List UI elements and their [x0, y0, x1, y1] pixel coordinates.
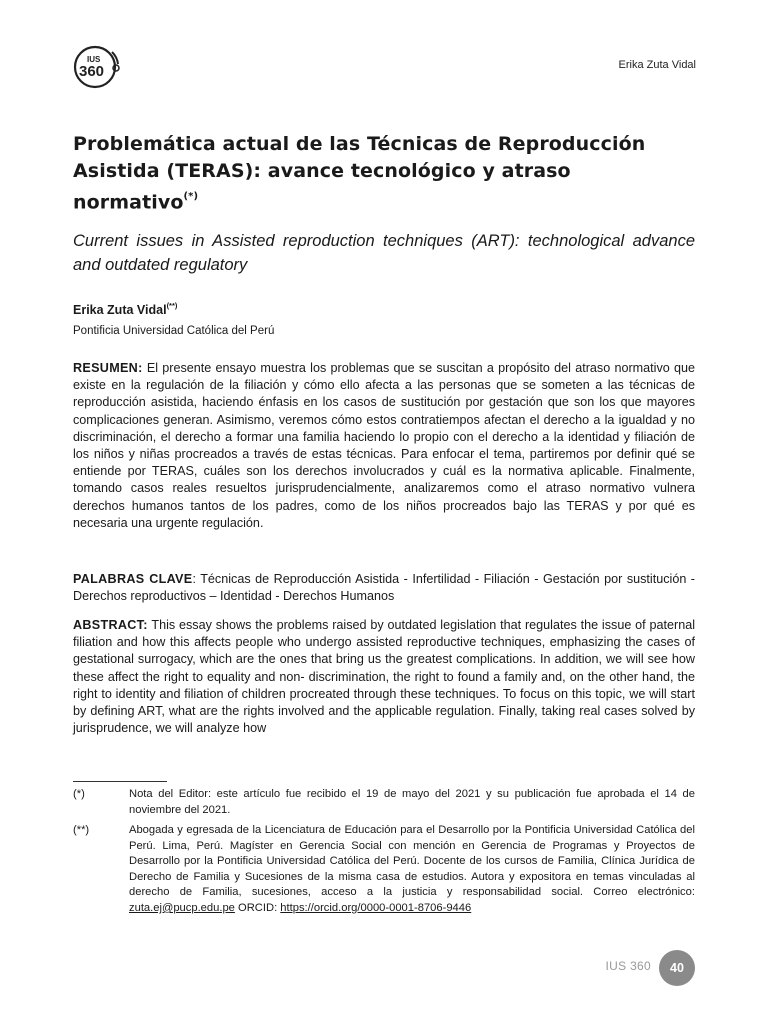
- ius360-logo: [72, 44, 124, 90]
- footer-journal-name: IUS 360: [605, 959, 651, 973]
- footnote-text: [129, 823, 695, 917]
- abstract-paragraph: [73, 617, 695, 737]
- logo-text-360: 360: [79, 63, 105, 80]
- footnote-mark: (*): [73, 788, 85, 800]
- author-footnote-mark[interactable]: (**): [166, 301, 178, 310]
- author-name: [73, 302, 177, 317]
- email-link[interactable]: zuta.ej@pucp.edu.pe: [129, 901, 235, 914]
- article-title-text: Problemática actual de las Técnicas de Reproducción Asistida (TERAS): avance tecnológico y atraso normativo: [73, 133, 646, 214]
- resumen-text: El presente ensayo muestra los problemas que se suscitan a propósito del atraso normativo que existe en la regulación de la filiación y cómo ello afecta a las personas que se someten a las técnicas de reproducción asistida, haciendo énfasis en los casos de sustitución por gestación que son los que mayores complicaciones generan. Asimismo, veremos cómo estos contratiempos afectan el derecho a la igualdad y no discriminación, el derecho a formar una familia haciendo lo propio con el derecho a la identidad y filiación de los niños y niñas procreados a través de estas técnicas. Para enfocar el tema, partiremos por definir qué se entiende por TERAS, cuáles son los derechos involucrados y cuál es la normativa aplicable. Finalmente, tomando casos reales resueltos jurisprudencialmente, analizaremos como el atraso normativo vulnera derechos humanos tantos de los padres, como de los niños procreados bajo las TERAS y por qué es necesaria una urgente regulación.: [73, 361, 696, 530]
- keywords-paragraph: PALABRAS CLAVE: Técnicas de Reproducción Asistida - Infertilidad - Filiación - Gestación por sustitución - Derechos reproductivos – Identidad - Derechos Humanos: [73, 572, 695, 604]
- footnote-mark: (**): [73, 824, 90, 836]
- title-footnote-mark[interactable]: (*): [183, 191, 199, 202]
- article-title: [73, 131, 695, 216]
- author-name-text: Erika Zuta Vidal: [73, 303, 167, 318]
- keywords-label: PALABRAS CLAVE: [73, 572, 193, 586]
- orcid-label: ORCID:: [238, 901, 278, 914]
- resumen-label: RESUMEN:: [73, 361, 143, 375]
- resumen-paragraph: [73, 360, 695, 532]
- footnote-text-body: Abogada y egresada de la Licenciatura de Educación para el Desarrollo por la Pontificia Universidad Católica del Perú. Lima, Perú. Magíster en Gerencia Social con mención en Gerencia de Programas y Proyectos de Desarrollo por la Pontificia Universidad Católica del Perú. Docente de los cursos de Familia, Clínica Jurídica de Derecho de Familia y Sucesiones de la misma casa de estudios. Autora y expositora en temas vinculadas al derecho de Familia, sucesiones, acceso a la justicia y responsabilidad social. Correo electrónico:: [129, 824, 695, 899]
- orcid-link[interactable]: https://orcid.org/0000-0001-8706-9446: [280, 901, 472, 914]
- article-subtitle: Current issues in Assisted reproduction techniques (ART): technological advance and outdated regulatory: [73, 232, 695, 274]
- footnote-divider: [73, 781, 167, 782]
- logo-text-ius: IUS: [87, 55, 101, 64]
- abstract-label: ABSTRACT:: [73, 618, 148, 632]
- abstract-text: This essay shows the problems raised by outdated legislation that regulates the issue of paternal filiation and how this affects people who undergo assisted reproductive techniques, emphasizing the cases of gestational surrogacy, which are the ones that bring us the greatest complications. In addition, we will see how these affect the right to equality and non- discrimination, the right to found a family and, on the other hand, the right to identity and filiation of children procreated through these techniques. To focus on this topic, we will start by defining ART, what are the rights involved and the applicable regulation. Finally, taking real cases solved by jurisprudence, we will analyze how: [73, 618, 695, 736]
- running-head: Erika Zuta Vidal: [618, 59, 696, 71]
- page-number-badge: 40: [659, 950, 695, 986]
- author-affiliation: Pontificia Universidad Católica del Perú: [73, 325, 275, 337]
- footnote-text: Nota del Editor: este artículo fue recibido el 19 de mayo del 2021 y su publicación fue aprobada el 14 de noviembre del 2021.: [129, 788, 695, 816]
- keywords-text: Técnicas de Reproducción Asistida - Infertilidad - Filiación - Gestación por sustitución - Derechos reproductivos – Identidad - Derechos Humanos: [73, 572, 695, 604]
